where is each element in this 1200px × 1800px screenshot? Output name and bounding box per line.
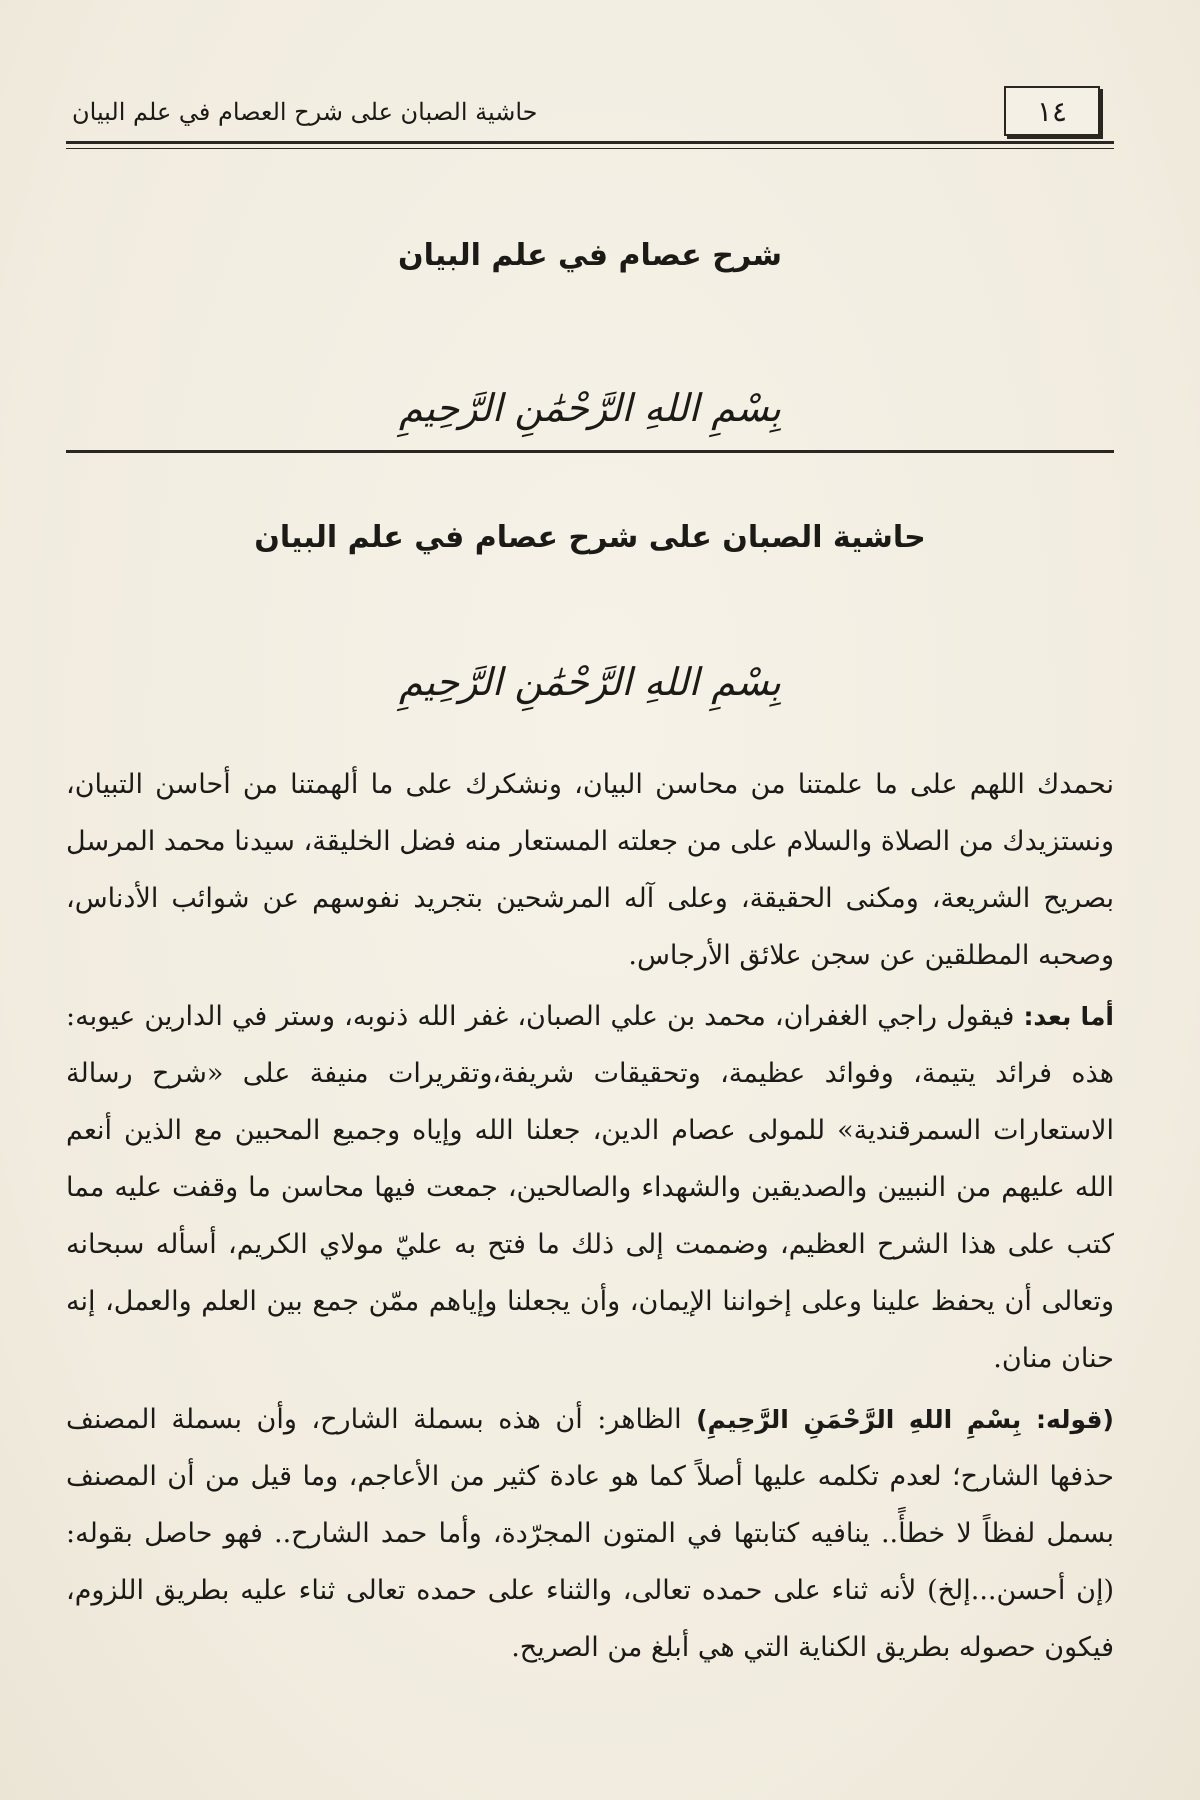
page-number-box xyxy=(1004,86,1100,136)
paragraph-3-lead: (قوله: بِسْمِ اللهِ الرَّحْمَنِ الرَّحِيمِ) xyxy=(696,1405,1114,1434)
section-title-2: حاشية الصبان على شرح عصام في علم البيان xyxy=(254,520,926,555)
paragraph-2-lead: أما بعد: xyxy=(1023,1002,1114,1031)
basmala-2: بِسْمِ اللهِ الرَّحْمَٰنِ الرَّحِيمِ xyxy=(399,660,781,704)
page-number: ١٤ xyxy=(1036,94,1068,128)
header-rule-thin xyxy=(66,148,1114,149)
section-divider xyxy=(66,450,1114,453)
header-rule xyxy=(66,141,1114,144)
paragraph-3-text: الظاهر: أن هذه بسملة الشارح، وأن بسملة المصنف حذفها الشارح؛ لعدم تكلمه عليها أصلاً كما هو عادة كثير من الأعاجم، وما قيل من أن المصنف بسمل لفظاً لا خطأً.. ينافيه كتابتها في المتون المجرّدة، وأما حمد الشارح.. فهو حاصل بقوله: (إن أحسن...إلخ) لأنه ثناء على حمده تعالى، والثناء على حمده تعالى ثناء عليه بطريق اللزوم، فيكون حصوله بطريق الكناية التي هي أبلغ من الصريح. xyxy=(66,1404,1114,1663)
paragraph-2 xyxy=(66,988,1114,1387)
paragraph-1: نحمدك اللهم على ما علمتنا من محاسن البيان، ونشكرك على ما ألهمتنا من أحاسن التبيان، ونستزيدك من الصلاة والسلام على من جعلته المستعار منه فضل الخليقة، سيدنا محمد المرسل بصريح الشريعة، ومكنى الحقيقة، وعلى آله المرشحين بتجريد نفوسهم عن شوائب الأدناس، وصحبه المطلقين عن سجن علائق الأرجاس. xyxy=(66,769,1114,971)
body-text xyxy=(66,756,1114,1676)
running-header xyxy=(66,82,1114,144)
paragraph-2-text: فيقول راجي الغفران، محمد بن علي الصبان، غفر الله ذنوبه، وستر في الدارين عيوبه: هذه فرائد يتيمة، وفوائد عظيمة، وتحقيقات شريفة،وتقريرات منيفة على «شرح رسالة الاستعارات السمرقندية» للمولى عصام الدين، جعلنا الله وإياه وجميع المحبين مع الذين أنعم الله عليهم من النبيين والصديقين والشهداء والصالحين، جمعت فيها محاسن ما وقفت عليه مما كتب على هذا الشرح العظيم، وضممت إلى ذلك ما فتح به عليّ مولاي الكريم، أسأله سبحانه وتعالى أن يحفظ علينا وعلى إخواننا الإيمان، وأن يجعلنا وإياهم ممّن جمع بين العلم والعمل، إنه حنان منان. xyxy=(66,1001,1114,1374)
basmala-1: بِسْمِ اللهِ الرَّحْمَٰنِ الرَّحِيمِ xyxy=(399,386,781,430)
paragraph-3 xyxy=(66,1391,1114,1676)
running-title: حاشية الصبان على شرح العصام في علم البيان xyxy=(72,98,538,126)
section-title-1: شرح عصام في علم البيان xyxy=(397,238,783,273)
